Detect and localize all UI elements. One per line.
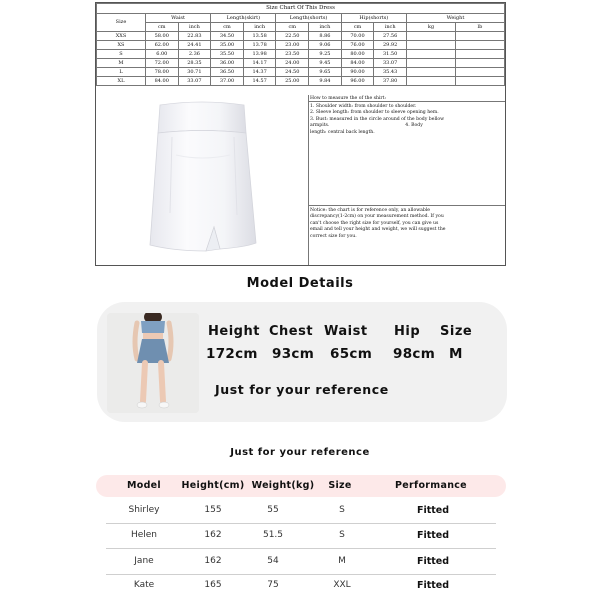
value-cell: 22.83: [178, 32, 211, 41]
notice-text: [308, 206, 505, 242]
step-line: 2. Sleeve length: from shoulder to sleeve opening hem.: [310, 110, 439, 116]
value-cell: 13.58: [243, 32, 276, 41]
value-cell: 23.50: [276, 50, 309, 59]
value-cell: 25.00: [276, 77, 309, 86]
value-cell: 96.00: [341, 77, 374, 86]
notice-line: email and tell your height and weight, we will suggest the: [310, 227, 446, 233]
weight-kg-cell: [406, 59, 455, 68]
value-cell: 6.00: [145, 50, 178, 59]
measurement-steps: [308, 102, 505, 206]
size-row: [97, 41, 505, 50]
weight-kg-cell: [406, 50, 455, 59]
model-details-title: Model Details: [246, 276, 354, 291]
step-line: length: central back length.: [310, 129, 375, 135]
value-cell: 30.71: [178, 68, 211, 77]
notice-line: can't choose the right size for yourself, you can give us: [310, 220, 439, 226]
value-cell: 28.35: [178, 59, 211, 68]
unit-header: lb: [455, 23, 504, 32]
value-cell: 9.45: [309, 59, 342, 68]
label-size: Size: [440, 324, 473, 339]
cell-height: 162: [204, 556, 222, 566]
size-column-header: Size: [97, 14, 146, 32]
size-cell: XS: [97, 41, 146, 50]
value-cell: 70.00: [341, 32, 374, 41]
weight-lb-cell: [455, 32, 504, 41]
model-details-card: [97, 302, 507, 422]
value-cell: 37.00: [211, 77, 244, 86]
cell-size: M: [338, 556, 346, 566]
group-header-hip-shorts: Hip(shorts): [341, 14, 406, 23]
value-cell: 76.00: [341, 41, 374, 50]
cell-model: Helen: [130, 530, 158, 540]
cell-model: Jane: [134, 556, 154, 566]
value-cell: 9.65: [309, 68, 342, 77]
value-cell: 9.84: [309, 77, 342, 86]
group-header-length-shorts: Length(shorts): [276, 14, 341, 23]
weight-kg-cell: [406, 32, 455, 41]
unit-header: inch: [309, 23, 342, 32]
weight-kg-cell: [406, 41, 455, 50]
unit-header: cm: [211, 23, 244, 32]
value-cell: 22.50: [276, 32, 309, 41]
value-cell: 72.00: [145, 59, 178, 68]
unit-header: inch: [178, 23, 211, 32]
value-cell: 2.36: [178, 50, 211, 59]
value-cell: 27.56: [374, 32, 407, 41]
value-cell: 37.80: [374, 77, 407, 86]
value-cell: 36.00: [211, 59, 244, 68]
size-cell: XL: [97, 77, 146, 86]
size-cell: M: [97, 59, 146, 68]
reference-table-title: Just for your reference: [230, 447, 370, 458]
size-chart: [95, 2, 506, 266]
value-cell: 35.50: [211, 50, 244, 59]
weight-lb-cell: [455, 68, 504, 77]
value-cell: 13.98: [243, 50, 276, 59]
weight-lb-cell: [455, 50, 504, 59]
table-row: [106, 574, 496, 598]
cell-weight: 54: [267, 556, 279, 566]
step-line: 1. Shoulder width: from shoulder to shoulder.: [310, 104, 417, 109]
measurement-notes: [308, 95, 505, 265]
size-row: [97, 59, 505, 68]
weight-lb-cell: [455, 77, 504, 86]
group-header-waist: Waist: [145, 14, 210, 23]
cell-performance: Fitted: [416, 530, 450, 541]
label-hip: Hip: [394, 324, 421, 339]
size-table: [96, 3, 505, 86]
white-skirt-illustration: [96, 95, 308, 265]
header-performance: Performance: [395, 480, 467, 491]
how-to-measure-title: How to measure the of the shirt:: [308, 95, 505, 102]
value-cell: 35.00: [211, 41, 244, 50]
value-cell: 84.00: [145, 77, 178, 86]
notice-line: Notice: the chart is for reference only, an allowable: [310, 208, 431, 213]
cell-size: S: [339, 530, 345, 540]
chart-lower-section: [96, 95, 505, 265]
value-cell: 90.00: [341, 68, 374, 77]
unit-header: cm: [145, 23, 178, 32]
cell-weight: 51.5: [262, 530, 284, 540]
value-cell: 9.06: [309, 41, 342, 50]
cell-height: 155: [204, 505, 222, 515]
unit-header: inch: [374, 23, 407, 32]
value-cell: 78.00: [145, 68, 178, 77]
weight-kg-cell: [406, 77, 455, 86]
value-cell: 8.86: [309, 32, 342, 41]
label-waist: Waist: [324, 324, 368, 339]
value-cell: 62.00: [145, 41, 178, 50]
reference-note: Just for your reference: [215, 382, 389, 397]
value-cell: 35.43: [374, 68, 407, 77]
value-cell: 24.41: [178, 41, 211, 50]
value-cell: 9.25: [309, 50, 342, 59]
header-model: Model: [127, 480, 161, 491]
label-height: Height: [208, 324, 260, 339]
size-chart-title: Size Chart Of This Dress: [97, 4, 505, 14]
cell-performance: Fitted: [416, 580, 450, 591]
unit-header: inch: [243, 23, 276, 32]
unit-header: kg: [406, 23, 455, 32]
skirt-image: [96, 95, 309, 265]
value-cell: 24.50: [276, 68, 309, 77]
size-cell: L: [97, 68, 146, 77]
cell-height: 165: [204, 580, 222, 590]
reference-table-header: [96, 475, 506, 497]
value-cell: 33.07: [374, 59, 407, 68]
value-hip: 98cm: [393, 346, 436, 362]
model-figure-illustration: [107, 313, 199, 413]
value-cell: 84.00: [341, 59, 374, 68]
weight-lb-cell: [455, 59, 504, 68]
value-cell: 14.17: [243, 59, 276, 68]
value-chest: 93cm: [272, 346, 315, 362]
value-size: M: [449, 346, 463, 362]
value-cell: 33.07: [178, 77, 211, 86]
value-cell: 13.78: [243, 41, 276, 50]
size-row: [97, 68, 505, 77]
notice-line: discrepancy(1-2cm) on your measurement method. If you: [310, 214, 444, 220]
size-cell: S: [97, 50, 146, 59]
value-cell: 29.92: [374, 41, 407, 50]
value-cell: 23.00: [276, 41, 309, 50]
cell-size: XXL: [333, 580, 351, 590]
table-row: [106, 550, 496, 575]
notice-line: correct size for you.: [310, 233, 357, 239]
weight-kg-cell: [406, 68, 455, 77]
value-cell: 58.00: [145, 32, 178, 41]
label-chest: Chest: [269, 324, 314, 339]
cell-weight: 55: [267, 505, 279, 515]
group-header-length-skirt: Length(skirt): [211, 14, 276, 23]
weight-lb-cell: [455, 41, 504, 50]
value-cell: 80.00: [341, 50, 374, 59]
value-cell: 14.37: [243, 68, 276, 77]
value-cell: 36.50: [211, 68, 244, 77]
cell-size: S: [339, 505, 345, 515]
header-weight: Weight(kg): [251, 480, 315, 491]
header-size: Size: [328, 480, 352, 491]
cell-performance: Fitted: [416, 505, 450, 516]
size-row: [97, 77, 505, 86]
cell-performance: Fitted: [416, 556, 450, 567]
table-row: [106, 499, 496, 524]
value-cell: 24.00: [276, 59, 309, 68]
size-row: [97, 50, 505, 59]
unit-header: cm: [276, 23, 309, 32]
group-header-weight: Weight: [406, 14, 504, 23]
value-waist: 65cm: [330, 346, 373, 362]
cell-model: Kate: [133, 580, 155, 590]
size-row: [97, 32, 505, 41]
cell-height: 162: [204, 530, 222, 540]
size-cell: XXS: [97, 32, 146, 41]
unit-header: cm: [341, 23, 374, 32]
value-cell: 34.50: [211, 32, 244, 41]
value-cell: 14.57: [243, 77, 276, 86]
header-height: Height(cm): [181, 480, 245, 491]
value-height: 172cm: [206, 346, 258, 362]
value-cell: 31.50: [374, 50, 407, 59]
table-row: [106, 524, 496, 549]
step-line: 3. Bust: measured in the circle around of the body bellow: [310, 116, 445, 122]
cell-weight: 75: [267, 580, 279, 590]
cell-model: Shirley: [128, 505, 160, 515]
model-photo: [107, 313, 199, 413]
step-line: armpits. 4. Body: [310, 123, 423, 129]
